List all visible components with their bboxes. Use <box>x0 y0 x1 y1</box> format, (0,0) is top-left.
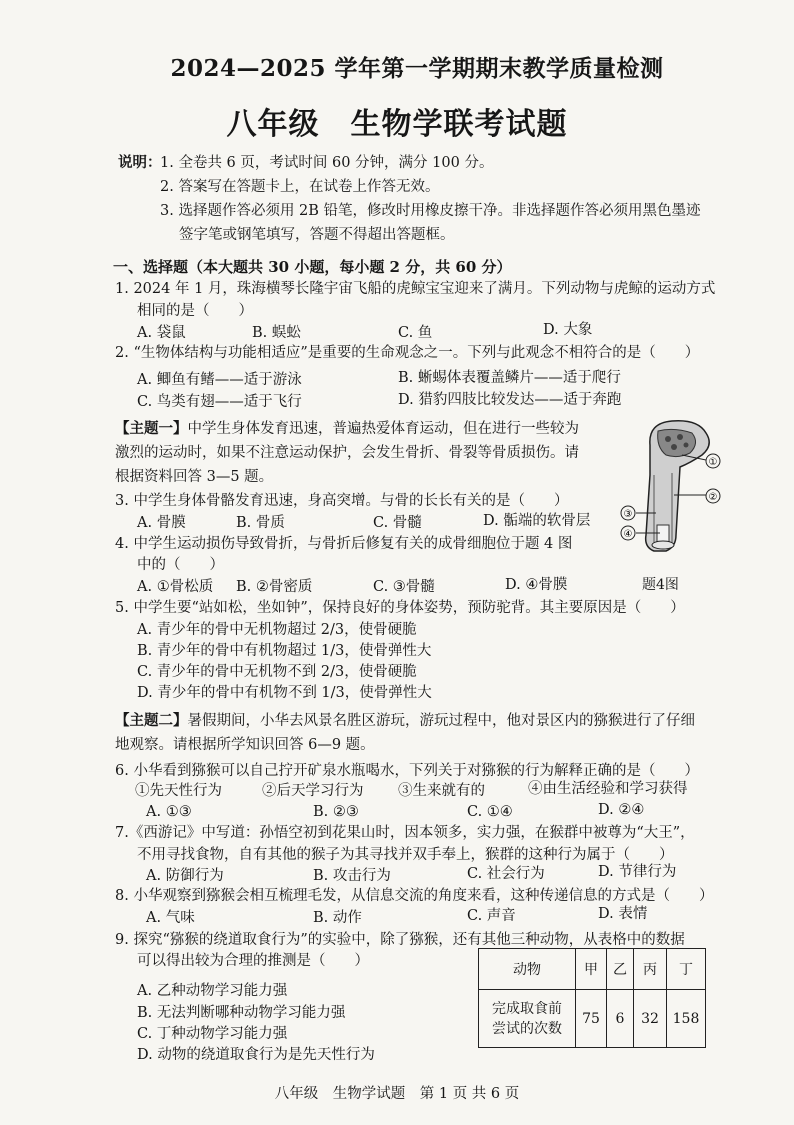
exam-title: 2024—2025 学年第一学期期末教学质量检测 <box>170 55 664 82</box>
option-c: C. 丁种动物学习能力强 <box>137 1026 288 1042</box>
question-stem: 不用寻找食物，自有其他的猴子为其寻找并双手奉上，猴群的这种行为属于（ ） <box>137 847 674 863</box>
question-stem: 相同的是（ ） <box>137 303 253 319</box>
question-stem: 8. 小华观察到猕猴会相互梳理毛发，从信息交流的角度来看，这种传递信息的方式是（ ） <box>115 888 714 904</box>
option-b: B. 蜥蜴体表覆盖鳞片——适于爬行 <box>398 370 621 386</box>
option-c: C. ①④ <box>467 804 513 820</box>
figure-label-1: ① <box>708 457 718 468</box>
note-item: 签字笔或钢笔填写，答题不得超出答题框。 <box>179 227 455 243</box>
topic-label: 【主题二】 <box>115 712 188 729</box>
option-b: B. 青少年的骨中有机物超过 1/3，使骨弹性大 <box>137 643 432 659</box>
statement-4: ④由生活经验和学习获得 <box>528 781 688 797</box>
table-cell: 6 <box>607 990 634 1048</box>
option-d: D. 猎豹四肢比较发达——适于奔跑 <box>398 392 622 408</box>
option-d: D. 大象 <box>543 322 593 338</box>
option-a: A. 袋鼠 <box>137 325 186 341</box>
option-d: D. 青少年的骨中有机物不到 1/3，使骨弹性大 <box>137 685 432 701</box>
option-c: C. 鸟类有翅——适于飞行 <box>137 394 302 410</box>
table-header: 丙 <box>634 949 667 990</box>
note-item: 1. 全卷共 6 页，考试时间 60 分钟，满分 100 分。 <box>160 155 494 171</box>
option-a: A. 鲫鱼有鳍——适于游泳 <box>137 372 302 388</box>
option-d: D. ④骨膜 <box>505 577 568 593</box>
notes-label: 说明： <box>118 154 162 171</box>
table-row-label <box>479 990 576 1048</box>
page-footer: 八年级 生物学试题 第 1 页 共 6 页 <box>274 1086 520 1102</box>
option-d: D. ②④ <box>598 802 645 818</box>
topic-label: 【主题一】 <box>115 420 188 437</box>
data-table <box>478 948 706 1048</box>
option-c: C. 骨髓 <box>373 515 422 531</box>
question-stem: 3. 中学生身体骨骼发育迅速，身高突增。与骨的长长有关的是（ ） <box>115 493 569 509</box>
table-cell: 158 <box>667 990 706 1048</box>
option-d: D. 表情 <box>598 906 648 922</box>
row-label-line: 尝试的次数 <box>492 1020 562 1037</box>
question-stem: 7.《西游记》中写道：孙悟空初到花果山时，因本领多，实力强，在猴群中被尊为“大王”， <box>115 825 695 841</box>
table-header: 动物 <box>479 949 576 990</box>
option-b: B. 无法判断哪种动物学习能力强 <box>137 1005 346 1021</box>
figure-caption: 题4图 <box>642 577 679 593</box>
question-stem: 9. 探究“猕猴的绕道取食行为”的实验中，除了猕猴，还有其他三种动物，从表格中的数据 <box>115 932 685 948</box>
note-item: 2. 答案写在答题卡上，在试卷上作答无效。 <box>160 179 440 195</box>
option-b: B. 骨质 <box>236 515 285 531</box>
topic-text: 暑假期间，小华去风景名胜区游玩，游玩过程中，他对景区内的猕猴进行了仔细 <box>187 713 695 729</box>
figure-label-3: ③ <box>623 509 633 520</box>
option-c: C. ③骨髓 <box>373 579 435 595</box>
topic-text: 中学生身体发育迅速，普遍热爱体育运动，但在进行一些较为 <box>187 421 579 437</box>
question-stem: 2. “生物体结构与功能相适应”是重要的生命观念之一。下列与此观念不相符合的是（ ） <box>115 345 700 361</box>
statement-3: ③生来就有的 <box>398 783 485 799</box>
table-cell: 75 <box>576 990 607 1048</box>
option-a: A. ①骨松质 <box>137 579 214 595</box>
option-a: A. 骨膜 <box>137 515 186 531</box>
question-stem: 1. 2024 年 1 月，珠海横琴长隆宇宙飞船的虎鲸宝宝迎来了满月。下列动物与虎鲸的运动方式 <box>115 281 716 297</box>
table-header: 甲 <box>576 949 607 990</box>
topic-text: 根据资料回答 3—5 题。 <box>115 469 274 485</box>
topic-text: 地观察。请根据所学知识回答 6—9 题。 <box>115 737 375 753</box>
option-a: A. 防御行为 <box>146 868 224 884</box>
table-row <box>479 990 706 1048</box>
question-stem: 中的（ ） <box>137 557 224 573</box>
long-bone-diagram <box>610 415 730 575</box>
question-stem: 4. 中学生运动损伤导致骨折，与骨折后修复有关的成骨细胞位于题 4 图 <box>115 536 573 552</box>
option-d: D. 动物的绕道取食行为是先天性行为 <box>137 1047 375 1063</box>
option-a: A. 气味 <box>146 910 195 926</box>
option-a: A. 青少年的骨中无机物超过 2/3，使骨硬脆 <box>137 622 417 638</box>
table-header: 丁 <box>667 949 706 990</box>
option-b: B. ②③ <box>313 804 359 820</box>
option-c: C. 鱼 <box>398 325 433 341</box>
statement-1: ①先天性行为 <box>135 783 222 799</box>
table-header-row <box>479 949 706 990</box>
topic-text: 激烈的运动时，如果不注意运动保护，会发生骨折、骨裂等骨质损伤。请 <box>115 445 579 461</box>
option-d: D. 节律行为 <box>598 864 677 880</box>
question-stem: 可以得出较为合理的推测是（ ） <box>137 953 369 969</box>
figure-label-4: ④ <box>623 529 633 540</box>
option-b: B. 动作 <box>313 910 362 926</box>
option-b: B. ②骨密质 <box>236 579 313 595</box>
question-stem: 6. 小华看到猕猴可以自己拧开矿泉水瓶喝水，下列关于对猕猴的行为解释正确的是（ ） <box>115 763 699 779</box>
option-a: A. ①③ <box>146 804 192 820</box>
table-header: 乙 <box>607 949 634 990</box>
section-title: 一、选择题（本大题共 30 小题，每小题 2 分，共 60 分） <box>113 258 512 276</box>
bone-figure <box>610 415 730 575</box>
option-d: D. 骺端的软骨层 <box>483 513 591 529</box>
option-c: C. 青少年的骨中无机物不到 2/3，使骨硬脆 <box>137 664 417 680</box>
option-b: B. 攻击行为 <box>313 868 391 884</box>
option-c: C. 声音 <box>467 908 516 924</box>
statement-2: ②后天学习行为 <box>262 783 364 799</box>
row-label-line: 完成取食前 <box>492 1000 562 1017</box>
figure-label-2: ② <box>708 492 718 503</box>
option-b: B. 蜈蚣 <box>252 325 301 341</box>
option-a: A. 乙种动物学习能力强 <box>137 983 288 999</box>
exam-subtitle: 八年级 生物学联考试题 <box>226 107 568 142</box>
note-item: 3. 选择题作答必须用 2B 铅笔，修改时用橡皮擦干净。非选择题作答必须用黑色墨迹 <box>160 203 701 219</box>
table-cell: 32 <box>634 990 667 1048</box>
option-c: C. 社会行为 <box>467 866 545 882</box>
question-stem: 5. 中学生要“站如松，坐如钟”，保持良好的身体姿势，预防驼背。其主要原因是（ ） <box>115 600 685 616</box>
